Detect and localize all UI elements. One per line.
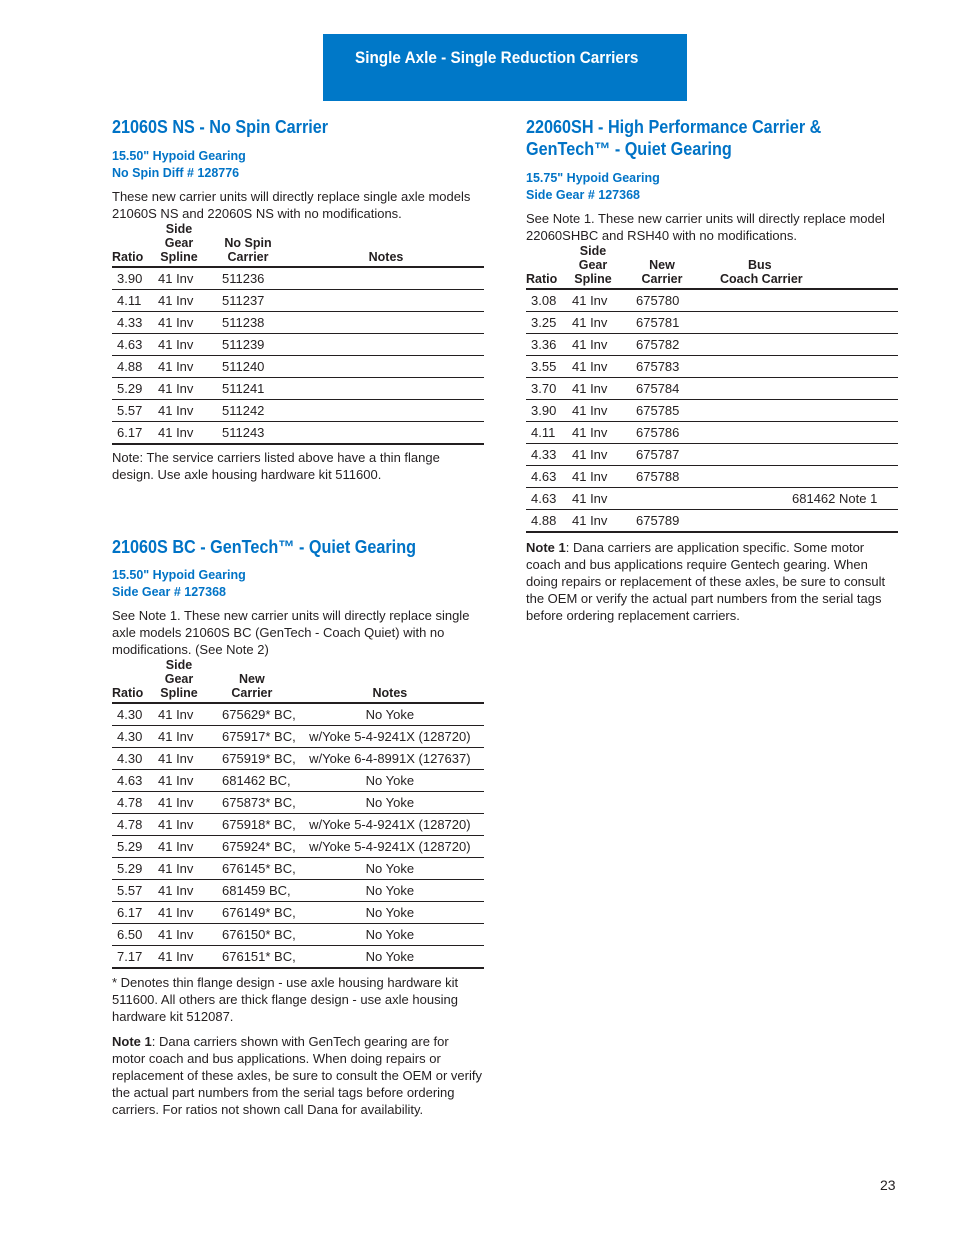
cell-ratio: 3.90 (112, 267, 150, 290)
cell-spline: 41 Inv (564, 378, 622, 400)
carrier-table-bc (112, 658, 484, 969)
cell-carrier: 675924* BC, (208, 836, 296, 858)
cell-notes: No Yoke (296, 858, 484, 880)
cell-notes: No Yoke (296, 946, 484, 969)
cell-ratio: 3.36 (526, 334, 564, 356)
section-subtitle: 15.50" Hypoid Gearing (112, 149, 246, 163)
cell-carrier: 681459 BC, (208, 880, 296, 902)
table-row (526, 466, 898, 488)
cell-spline: 41 Inv (564, 356, 622, 378)
cell-carrier: 511240 (208, 356, 288, 378)
cell-carrier (622, 488, 702, 510)
cell-carrier: 511242 (208, 400, 288, 422)
banner-title: Single Axle - Single Reduction Carriers (355, 48, 639, 67)
section-note: Note: The service carriers listed above have a thin flange design. Use axle housing hardware kit 511600. (112, 450, 440, 482)
cell-notes (288, 356, 484, 378)
cell-spline: 41 Inv (150, 792, 208, 814)
table-row (112, 836, 484, 858)
cell-spline: 41 Inv (564, 510, 622, 533)
cell-carrier: 511236 (208, 267, 288, 290)
cell-ratio: 3.08 (526, 289, 564, 312)
col-spline: Side Gear Spline (574, 244, 612, 286)
header-banner (323, 34, 687, 101)
table-row (112, 356, 484, 378)
cell-spline: 41 Inv (150, 703, 208, 726)
table-row (112, 726, 484, 748)
cell-spline: 41 Inv (150, 902, 208, 924)
cell-notes: 681462 Note 1 (702, 488, 898, 510)
cell-carrier: 675784 (622, 378, 702, 400)
cell-carrier: 675780 (622, 289, 702, 312)
cell-ratio: 4.30 (112, 748, 150, 770)
col-spline: Side Gear Spline (160, 222, 198, 264)
cell-ratio: 4.63 (526, 488, 564, 510)
cell-ratio: 5.29 (112, 378, 150, 400)
section-21060s-ns (112, 116, 484, 483)
cell-notes (288, 422, 484, 445)
cell-spline: 41 Inv (150, 814, 208, 836)
cell-notes (702, 444, 898, 466)
table-row (526, 312, 898, 334)
cell-notes (702, 400, 898, 422)
table-row (112, 334, 484, 356)
table-row (112, 946, 484, 969)
cell-carrier: 675785 (622, 400, 702, 422)
table-row (112, 924, 484, 946)
col-ratio: Ratio (112, 250, 144, 264)
footnote: * Denotes thin flange design - use axle housing hardware kit 511600. All others are thick flange design - use axle housing hardware kit 512087. (112, 975, 459, 1024)
cell-ratio: 5.29 (112, 836, 150, 858)
cell-notes (288, 267, 484, 290)
cell-notes: w/Yoke 5-4-9241X (128720) (296, 836, 484, 858)
col-spline: Side Gear Spline (160, 658, 198, 700)
col-notes: Bus Coach Carrier (720, 258, 803, 286)
cell-spline: 41 Inv (150, 378, 208, 400)
table-row (112, 267, 484, 290)
cell-carrier: 511241 (208, 378, 288, 400)
cell-carrier: 675629* BC, (208, 703, 296, 726)
table-row (112, 400, 484, 422)
cell-notes (702, 378, 898, 400)
table-row (526, 378, 898, 400)
cell-carrier: 675873* BC, (208, 792, 296, 814)
cell-spline: 41 Inv (150, 770, 208, 792)
cell-carrier: 675918* BC, (208, 814, 296, 836)
cell-carrier: 675781 (622, 312, 702, 334)
cell-ratio: 6.17 (112, 422, 150, 445)
cell-carrier: 511243 (208, 422, 288, 445)
table-row (112, 792, 484, 814)
cell-spline: 41 Inv (564, 466, 622, 488)
carrier-table-ns (112, 222, 484, 445)
cell-carrier: 511238 (208, 312, 288, 334)
col-carrier: No Spin Carrier (224, 236, 272, 264)
cell-notes: No Yoke (296, 703, 484, 726)
cell-spline: 41 Inv (564, 289, 622, 312)
table-row (112, 312, 484, 334)
cell-ratio: 6.50 (112, 924, 150, 946)
cell-carrier: 676150* BC, (208, 924, 296, 946)
cell-notes (702, 422, 898, 444)
cell-notes: w/Yoke 5-4-9241X (128720) (296, 726, 484, 748)
section-subtitle: 15.50" Hypoid Gearing (112, 568, 246, 582)
col-carrier: New Carrier (641, 258, 683, 286)
table-row (112, 902, 484, 924)
cell-ratio: 4.30 (112, 703, 150, 726)
cell-carrier: 675788 (622, 466, 702, 488)
cell-carrier: 676151* BC, (208, 946, 296, 969)
cell-ratio: 4.78 (112, 792, 150, 814)
cell-notes: w/Yoke 5-4-9241X (128720) (296, 814, 484, 836)
cell-notes (702, 312, 898, 334)
cell-spline: 41 Inv (564, 400, 622, 422)
cell-ratio: 4.63 (112, 334, 150, 356)
cell-carrier: 676145* BC, (208, 858, 296, 880)
cell-carrier: 681462 BC, (208, 770, 296, 792)
cell-carrier: 676149* BC, (208, 902, 296, 924)
cell-carrier: 675782 (622, 334, 702, 356)
cell-carrier: 675919* BC, (208, 748, 296, 770)
cell-ratio: 4.30 (112, 726, 150, 748)
carrier-table-sh (526, 244, 898, 533)
note-1: Note 1: Dana carriers shown with GenTech gearing are for motor coach and bus applications. When doing repairs or replacement of these axles, be sure to consult the OEM or verify the actual part numbers from the serial tags before ordering carriers. For ratios not shown call Dana for availability. (112, 1034, 482, 1117)
table-row (526, 488, 898, 510)
col-notes: Notes (368, 250, 404, 264)
cell-notes (288, 290, 484, 312)
cell-spline: 41 Inv (150, 312, 208, 334)
cell-ratio: 4.11 (526, 422, 564, 444)
cell-spline: 41 Inv (564, 444, 622, 466)
cell-ratio: 5.57 (112, 400, 150, 422)
section-subtitle: Side Gear # 127368 (526, 188, 640, 202)
cell-spline: 41 Inv (150, 400, 208, 422)
right-column (526, 116, 898, 624)
cell-notes: No Yoke (296, 924, 484, 946)
table-row (112, 422, 484, 445)
cell-spline: 41 Inv (564, 488, 622, 510)
cell-spline: 41 Inv (150, 748, 208, 770)
col-ratio: Ratio (526, 272, 558, 286)
cell-ratio: 3.90 (526, 400, 564, 422)
cell-notes (702, 334, 898, 356)
section-intro: See Note 1. These new carrier units will directly replace single axle models 21060S BC (GenTech - Coach Quiet) with no modifications. (See Note 2) (112, 608, 470, 657)
cell-spline: 41 Inv (150, 836, 208, 858)
table-row (112, 703, 484, 726)
cell-spline: 41 Inv (150, 880, 208, 902)
cell-notes (288, 312, 484, 334)
table-row (526, 334, 898, 356)
cell-ratio: 4.78 (112, 814, 150, 836)
cell-spline: 41 Inv (150, 356, 208, 378)
cell-ratio: 4.63 (112, 770, 150, 792)
section-subtitle: No Spin Diff # 128776 (112, 166, 240, 180)
cell-ratio: 4.88 (526, 510, 564, 533)
section-subtitle: Side Gear # 127368 (112, 585, 226, 599)
table-row (526, 356, 898, 378)
cell-carrier: 675917* BC, (208, 726, 296, 748)
cell-spline: 41 Inv (564, 334, 622, 356)
col-notes: Notes (372, 686, 408, 700)
cell-ratio: 4.88 (112, 356, 150, 378)
cell-carrier: 511237 (208, 290, 288, 312)
table-row (526, 510, 898, 533)
table-row (112, 748, 484, 770)
col-carrier: New Carrier (231, 672, 273, 700)
cell-notes (702, 510, 898, 533)
table-row (112, 290, 484, 312)
cell-notes (702, 289, 898, 312)
cell-spline: 41 Inv (150, 946, 208, 969)
cell-ratio: 5.57 (112, 880, 150, 902)
cell-ratio: 6.17 (112, 902, 150, 924)
cell-spline: 41 Inv (150, 267, 208, 290)
table-row (112, 880, 484, 902)
cell-spline: 41 Inv (150, 726, 208, 748)
table-row (526, 444, 898, 466)
section-intro: See Note 1. These new carrier units will directly replace model 22060SHBC and RSH40 with no modifications. (526, 211, 885, 243)
cell-notes: No Yoke (296, 880, 484, 902)
cell-spline: 41 Inv (564, 312, 622, 334)
left-column (112, 116, 484, 1118)
table-row (112, 378, 484, 400)
cell-carrier: 511239 (208, 334, 288, 356)
cell-notes: No Yoke (296, 770, 484, 792)
cell-notes: No Yoke (296, 792, 484, 814)
note-1: Note 1: Dana carriers are application specific. Some motor coach and bus applications require Gentech gearing. When doing repairs or replacement of these axles, be sure to consult the OEM or verify the actual part numbers from the serial tags before ordering replacement carriers. (526, 540, 886, 623)
cell-spline: 41 Inv (150, 334, 208, 356)
col-ratio: Ratio (112, 686, 144, 700)
table-row (112, 770, 484, 792)
section-intro: These new carrier units will directly replace single axle models 21060S NS and 22060S NS with no modifications. (112, 189, 471, 221)
cell-spline: 41 Inv (150, 290, 208, 312)
cell-carrier: 675787 (622, 444, 702, 466)
section-subtitle: 15.75" Hypoid Gearing (526, 171, 660, 185)
cell-notes (288, 400, 484, 422)
table-row (112, 814, 484, 836)
cell-ratio: 7.17 (112, 946, 150, 969)
cell-notes: w/Yoke 6-4-8991X (127637) (296, 748, 484, 770)
cell-ratio: 4.63 (526, 466, 564, 488)
page-number: 23 (880, 1177, 896, 1193)
section-22060sh (526, 116, 898, 624)
cell-ratio: 4.33 (112, 312, 150, 334)
table-row (112, 858, 484, 880)
cell-ratio: 3.25 (526, 312, 564, 334)
cell-spline: 41 Inv (150, 924, 208, 946)
cell-notes: No Yoke (296, 902, 484, 924)
section-title: 21060S BC - GenTech™ - Quiet Gearing (112, 537, 416, 557)
cell-carrier: 675786 (622, 422, 702, 444)
cell-carrier: 675789 (622, 510, 702, 533)
table-row (526, 289, 898, 312)
cell-ratio: 5.29 (112, 858, 150, 880)
section-21060s-bc (112, 536, 484, 1118)
cell-notes (288, 334, 484, 356)
cell-ratio: 3.55 (526, 356, 564, 378)
cell-carrier: 675783 (622, 356, 702, 378)
cell-ratio: 4.11 (112, 290, 150, 312)
section-title: 21060S NS - No Spin Carrier (112, 117, 329, 137)
cell-notes (702, 356, 898, 378)
cell-spline: 41 Inv (150, 422, 208, 445)
cell-spline: 41 Inv (150, 858, 208, 880)
cell-spline: 41 Inv (564, 422, 622, 444)
section-title: 22060SH - High Performance Carrier & GenTech™ - Quiet Gearing (526, 117, 822, 159)
cell-ratio: 3.70 (526, 378, 564, 400)
cell-notes (288, 378, 484, 400)
cell-ratio: 4.33 (526, 444, 564, 466)
table-row (526, 400, 898, 422)
table-row (526, 422, 898, 444)
cell-notes (702, 466, 898, 488)
